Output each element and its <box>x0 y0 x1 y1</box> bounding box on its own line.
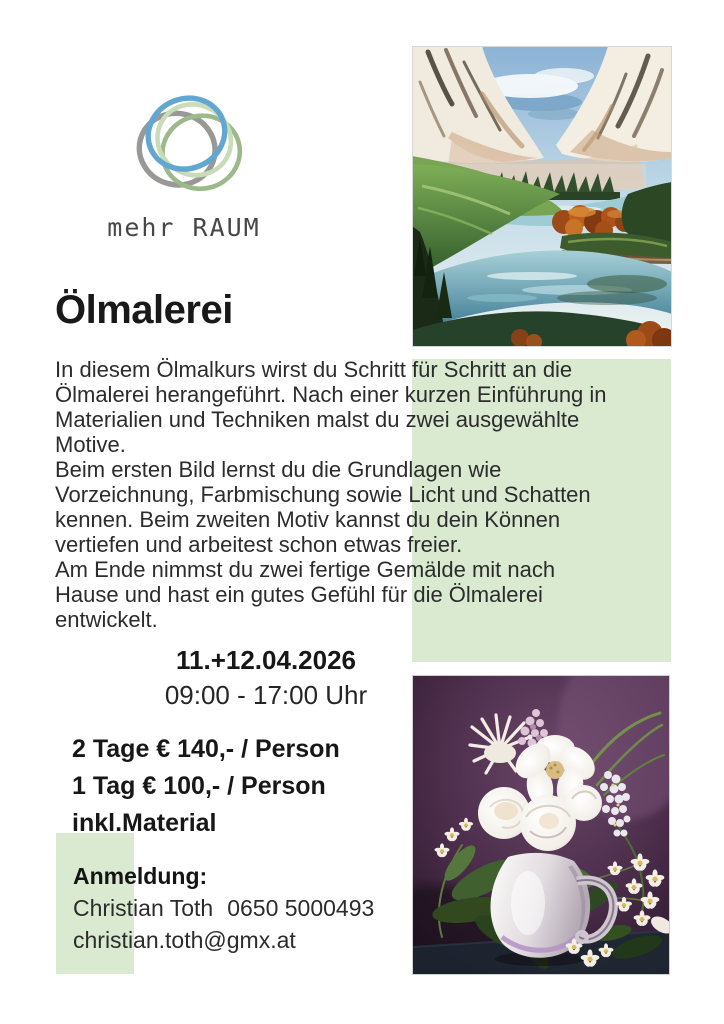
page-title: Ölmalerei <box>55 288 233 332</box>
contact-email: christian.toth@gmx.at <box>73 927 296 953</box>
body-line: Beim ersten Bild lernst du die Grundlagen wie <box>55 457 502 482</box>
price-line-two-days: 2 Tage € 140,- / Person <box>72 735 340 763</box>
body-line: vertiefen und arbeitest schon etwas freier. <box>55 532 463 557</box>
body-line: In diesem Ölmalkurs wirst du Schritt für Schritt an die <box>55 357 573 382</box>
flower-bouquet-painting <box>412 675 670 975</box>
course-description <box>55 357 695 632</box>
body-line: Ölmalerei herangeführt. Nach einer kurzen Einführung in <box>55 382 607 407</box>
mehr-raum-logo-icon <box>126 82 250 210</box>
price-line-one-day: 1 Tag € 100,- / Person <box>72 772 326 800</box>
body-line: Vorzeichnung, Farbmischung sowie Licht und Schatten <box>55 482 591 507</box>
course-time: 09:00 - 17:00 Uhr <box>164 680 368 710</box>
body-line: Materialien und Techniken malst du zwei ausgewählte <box>55 407 580 432</box>
pricing-block <box>72 731 340 842</box>
logo-wordmark: mehr RAUM <box>107 213 261 242</box>
body-line: Hause und hast ein gutes Gefühl für die Ölmalerei <box>55 582 543 607</box>
registration-block <box>73 860 374 956</box>
body-line: kennen. Beim zweiten Motiv kannst du dein Können <box>55 507 561 532</box>
contact-phone: 0650 5000493 <box>227 895 375 921</box>
registration-label: Anmeldung: <box>73 863 208 889</box>
body-line: entwickelt. <box>55 607 158 632</box>
body-line: Am Ende nimmst du zwei fertige Gemälde mit nach <box>55 557 556 582</box>
body-line: Motive. <box>55 432 126 457</box>
registration-contact <box>73 892 374 924</box>
contact-name: Christian Toth <box>73 895 214 921</box>
mountain-landscape-painting <box>412 46 672 347</box>
course-date: 11.+12.04.2026 <box>175 645 357 675</box>
schedule-block <box>118 643 414 713</box>
price-line-material: inkl.Material <box>72 809 217 837</box>
